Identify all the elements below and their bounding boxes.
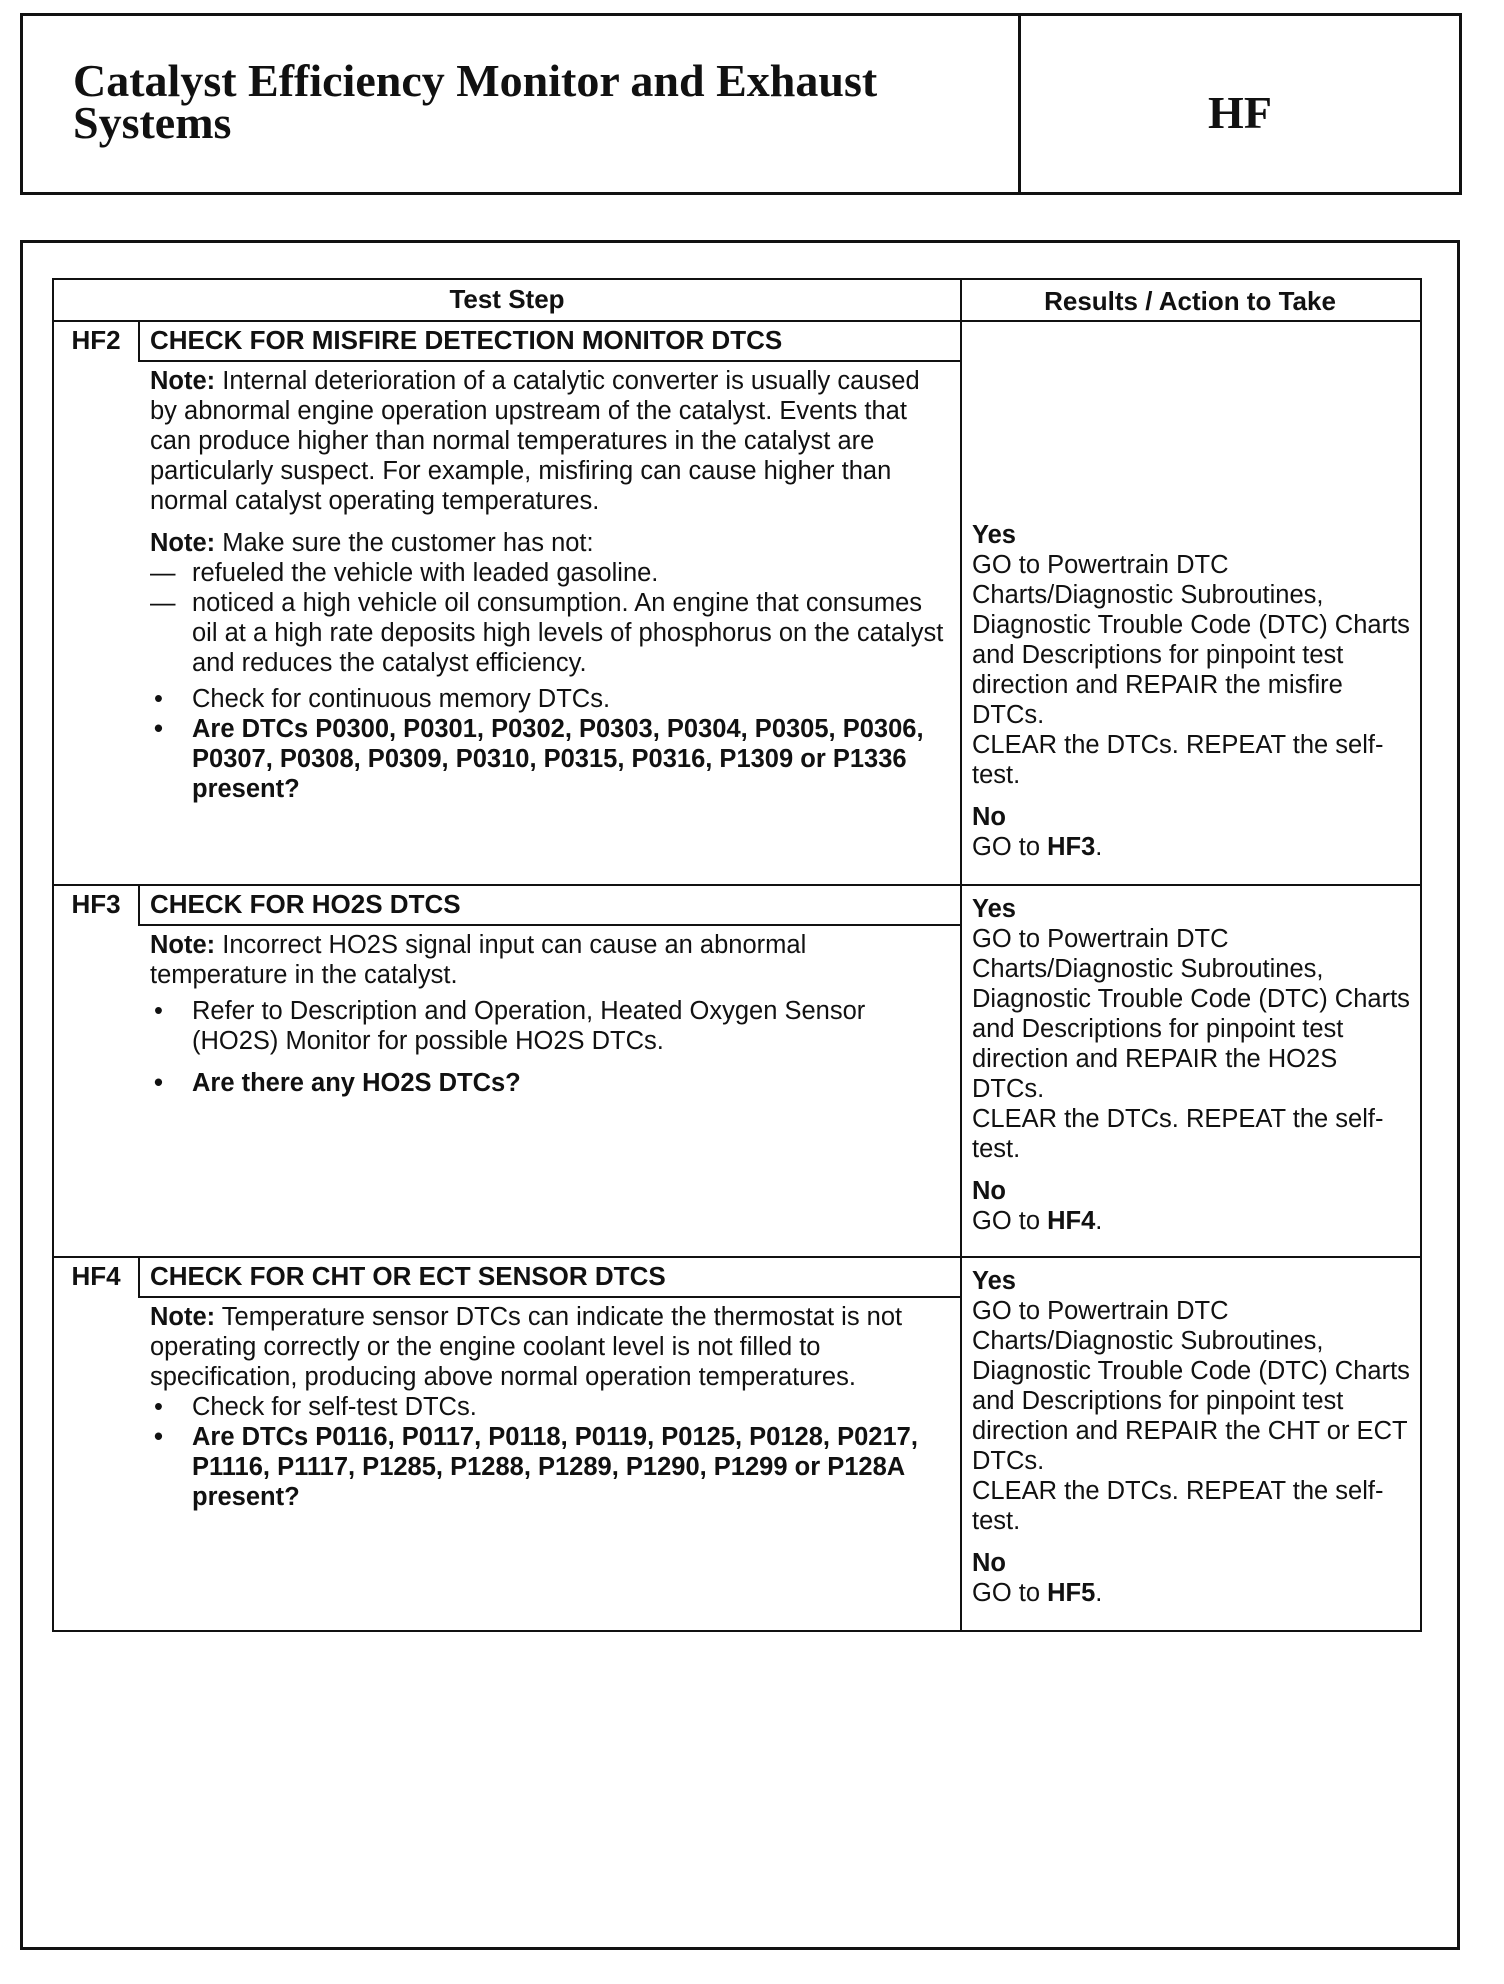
result-yes-clear: CLEAR the DTCs. REPEAT the self-test. — [972, 1105, 1384, 1163]
section-title-line1: Catalyst Efficiency Monitor and Exhaust — [73, 55, 878, 106]
result-yes-label: Yes — [972, 895, 1016, 923]
step-title-divider — [138, 360, 960, 362]
step-title-hf4: CHECK FOR CHT OR ECT SENSOR DTCS — [150, 1261, 666, 1291]
section-title-line2: Systems — [73, 97, 232, 148]
step-id-hf3: HF3 — [71, 889, 121, 919]
bullet-question: • Are DTCs P0300, P0301, P0302, P0303, P0304, P0305, P0306, P0307, P0308, P0309, P0310, P0315, P0316, P1309 or P1336 present? — [154, 715, 924, 803]
result-yes-action: GO to Powertrain DTC Charts/Diagnostic Subroutines, Diagnostic Trouble Code (DTC) Charts and Descriptions for pinpoint test direction and REPAIR the misfire DTCs. — [972, 551, 1410, 729]
dash-item: — noticed a high vehicle oil consumption. An engine that consumes oil at a high rate deposits high levels of phosphorus on the catalyst and reduces the catalyst efficiency. — [150, 589, 944, 677]
note: Note: Temperature sensor DTCs can indicate the thermostat is not operating correctly or the engine coolant level is not filled to specification, producing above normal operation temperatures. — [150, 1303, 903, 1391]
step-body-hf3 — [54, 930, 960, 1098]
bullet-item: • Check for continuous memory DTCs. — [154, 685, 611, 713]
result-no-label: No — [972, 803, 1006, 831]
result-yes-action: GO to Powertrain DTC Charts/Diagnostic Subroutines, Diagnostic Trouble Code (DTC) Charts and Descriptions for pinpoint test direction and REPAIR the HO2S DTCs. — [972, 925, 1410, 1103]
dash-item: — refueled the vehicle with leaded gasoline. — [150, 559, 659, 587]
result-no-action: GO to HF5. — [972, 1579, 1103, 1607]
result-no-action: GO to HF4. — [972, 1207, 1103, 1235]
result-hf2 — [960, 520, 1420, 862]
bullet-question: • Are DTCs P0116, P0117, P0118, P0119, P0125, P0128, P0217, P1116, P1117, P1285, P1288, P1289, P1290, P1299 or P128A present? — [154, 1423, 918, 1511]
goto-link-hf4[interactable]: HF4 — [1047, 1207, 1096, 1235]
goto-link-hf5[interactable]: HF5 — [1047, 1579, 1096, 1607]
bullet-item: • Check for self-test DTCs. — [154, 1393, 477, 1421]
step-title-hf3: CHECK FOR HO2S DTCS — [150, 889, 461, 919]
step-title-divider — [138, 924, 960, 926]
step-id-hf4: HF4 — [71, 1261, 121, 1291]
column-header-test-step: Test Step — [449, 284, 565, 314]
bullet-item: • Refer to Description and Operation, Heated Oxygen Sensor (HO2S) Monitor for possible HO2S DTCs. — [154, 997, 866, 1055]
section-code: HF — [1208, 86, 1272, 138]
step-title-divider — [138, 1296, 960, 1298]
column-header-results: Results / Action to Take — [1044, 286, 1336, 316]
result-yes-clear: CLEAR the DTCs. REPEAT the self-test. — [972, 1477, 1384, 1535]
result-yes-action: GO to Powertrain DTC Charts/Diagnostic Subroutines, Diagnostic Trouble Code (DTC) Charts and Descriptions for pinpoint test direction and REPAIR the CHT or ECT DTCs. — [972, 1297, 1410, 1475]
goto-link-hf3[interactable]: HF3 — [1047, 833, 1096, 861]
bullet-question: • Are there any HO2S DTCs? — [154, 1069, 521, 1097]
result-no-action: GO to HF3. — [972, 833, 1103, 861]
result-no-label: No — [972, 1177, 1006, 1205]
note: Note: Internal deterioration of a catalytic converter is usually caused by abnormal engine operation upstream of the catalyst. Events that can produce higher than normal temperatures in the catalyst are particularly suspect. For example, misfiring can cause higher than normal catalyst operating temperatures. — [150, 367, 920, 515]
result-yes-label: Yes — [972, 521, 1016, 549]
step-id-hf2: HF2 — [71, 325, 121, 355]
result-yes-label: Yes — [972, 1267, 1016, 1295]
result-yes-clear: CLEAR the DTCs. REPEAT the self-test. — [972, 731, 1384, 789]
page-header — [20, 13, 1462, 195]
result-hf3 — [960, 894, 1420, 1236]
result-hf4 — [960, 1266, 1420, 1608]
result-no-label: No — [972, 1549, 1006, 1577]
pinpoint-test-table — [52, 278, 1422, 1632]
note: Note: Incorrect HO2S signal input can cause an abnormal temperature in the catalyst. — [150, 931, 807, 989]
step-body-hf4 — [54, 1302, 960, 1512]
step-title-hf2: CHECK FOR MISFIRE DETECTION MONITOR DTCS — [150, 325, 783, 355]
note: Note: Make sure the customer has not: — [150, 529, 594, 557]
step-body-hf2 — [54, 366, 960, 804]
section-title — [23, 16, 1021, 192]
